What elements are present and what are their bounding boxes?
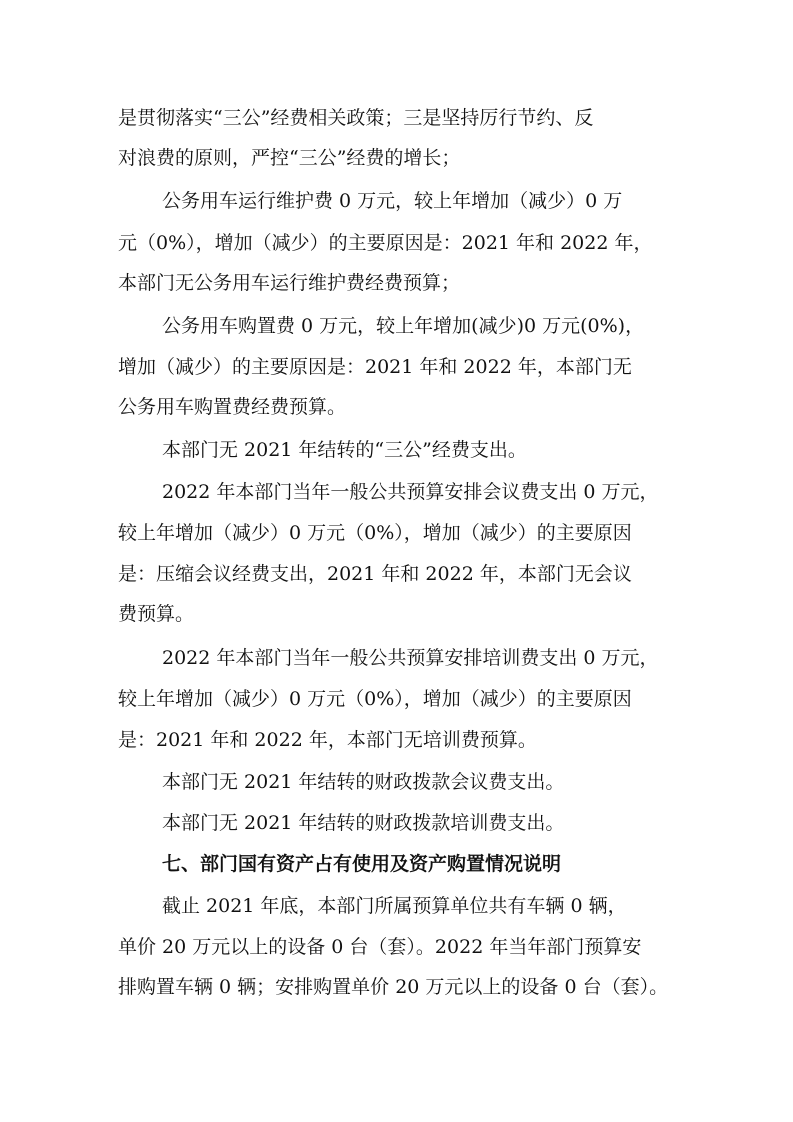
text-line: 公务用车购置费经费预算。 [118,396,347,418]
text-line: 本部门无 2021 年结转的财政拨款会议费支出。 [162,771,565,793]
text-line: 单价 20 万元以上的设备 0 台（套）。2022 年当年部门预算安 [118,936,642,958]
text-line: 是：2021 年和 2022 年，本部门无培训费预算。 [118,729,537,751]
text-line: 是：压缩会议经费支出，2021 年和 2022 年，本部门无会议 [118,563,632,585]
text-line: 较上年增加（减少）0 万元（0%），增加（减少）的主要原因 [118,522,632,544]
text-line: 较上年增加（减少）0 万元（0%），增加（减少）的主要原因 [118,688,632,710]
text-line: 对浪费的原则，严控“三公”经费的增长； [118,147,461,169]
text-line: 公务用车运行维护费 0 万元，较上年增加（减少）0 万 [162,190,623,212]
text-line: 本部门无 2021 年结转的“三公”经费支出。 [162,439,527,461]
text-line: 元（0%），增加（减少）的主要原因是：2021 年和 2022 年， [118,232,653,254]
text-line: 2022 年本部门当年一般公共预算安排会议费支出 0 万元， [162,481,659,503]
text-line: 本部门无公务用车运行维护费经费预算； [118,272,461,294]
text-line: 是贯彻落实“三公”经费相关政策；三是坚持厉行节约、反 [118,107,594,129]
text-line: 公务用车购置费 0 万元，较上年增加(减少)0 万元(0%)， [162,315,645,337]
text-line: 2022 年本部门当年一般公共预算安排培训费支出 0 万元， [162,647,659,669]
text-line: 截止 2021 年底，本部门所属预算单位共有车辆 0 辆， [162,895,627,917]
text-line: 排购置车辆 0 辆；安排购置单价 20 万元以上的设备 0 台（套）。 [118,976,669,998]
text-line: 增加（减少）的主要原因是：2021 年和 2022 年，本部门无 [118,356,632,378]
text-line: 费预算。 [118,603,195,625]
section-heading: 七、部门国有资产占有使用及资产购置情况说明 [162,853,562,875]
text-line: 本部门无 2021 年结转的财政拨款培训费支出。 [162,812,565,834]
